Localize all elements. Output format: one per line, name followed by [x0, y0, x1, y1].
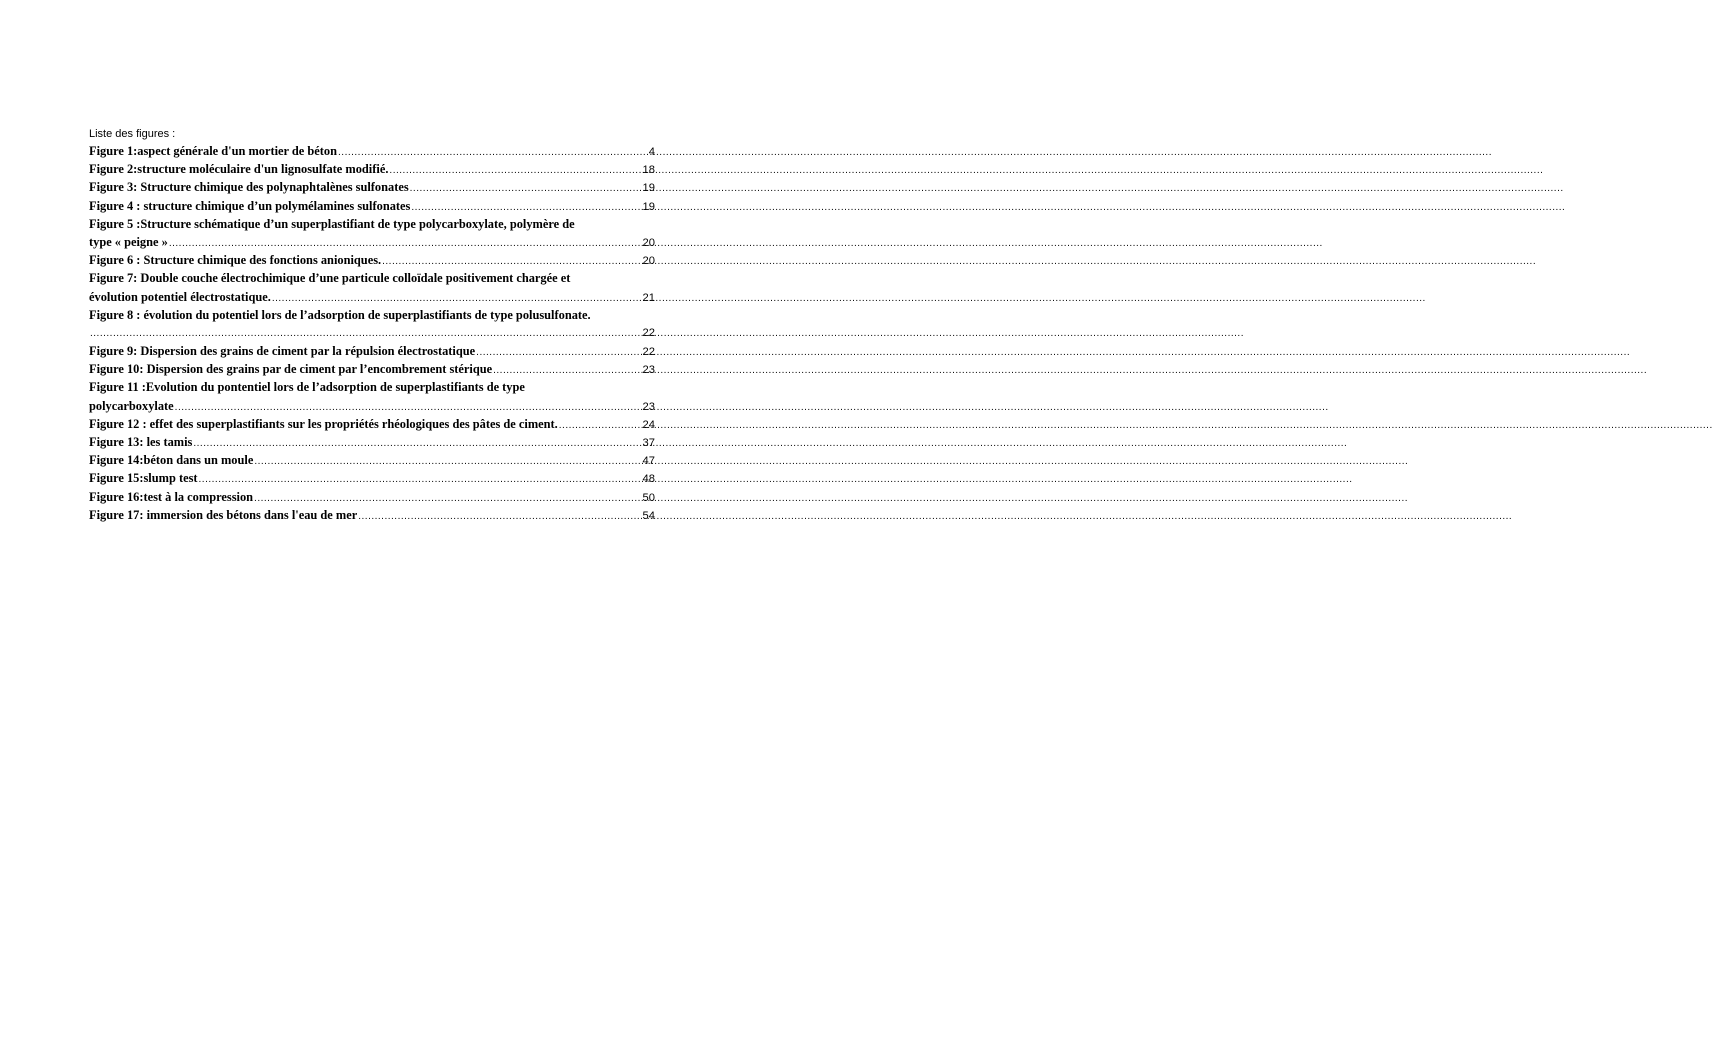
entry-row: [89, 451, 655, 469]
toc-entry[interactable]: [89, 378, 655, 414]
page-number: 23: [642, 364, 655, 377]
entry-title: type « peigne »: [89, 234, 168, 249]
page-number: 4: [648, 146, 655, 158]
toc-entry[interactable]: [89, 160, 655, 178]
entry-row: [89, 488, 655, 506]
page-number: 19: [642, 200, 655, 213]
dot-leader: [253, 453, 642, 471]
entry-row: [89, 397, 655, 415]
page-number: 20: [642, 255, 655, 268]
toc-entry[interactable]: [89, 488, 655, 506]
entry-title: Figure 6 : Structure chimique des fonctions anioniques.: [89, 253, 382, 268]
page-number: 50: [642, 491, 655, 504]
entry-row: [89, 288, 655, 306]
entry-row: [89, 233, 655, 251]
entry-row: [89, 433, 655, 451]
entry-row: [89, 342, 655, 360]
toc-list: [89, 142, 655, 524]
toc-entry[interactable]: [89, 360, 655, 378]
entry-row: [89, 142, 655, 160]
page-number: 24: [642, 418, 655, 431]
dot-leader: [475, 344, 642, 362]
entry-title: Figure 9: Dispersion des grains de ciment par la répulsion électrostatique: [89, 344, 476, 359]
dot-leader: [198, 471, 643, 489]
toc-entry[interactable]: [89, 142, 655, 160]
list-heading: Liste des figures :: [89, 128, 176, 140]
figure-list: [89, 126, 655, 524]
page-number: 37: [642, 437, 655, 449]
entry-title: Figure 13: les tamis: [89, 435, 193, 449]
toc-entry[interactable]: [89, 469, 655, 487]
entry-title: Figure 4 : structure chimique d’un polymélamines sulfonates: [89, 198, 411, 213]
page-number: 19: [642, 182, 655, 195]
entry-title: Figure 1:aspect générale d'un mortier de béton: [89, 144, 338, 158]
entry-title: Figure 15:slump test: [89, 471, 198, 486]
dot-leader: [89, 325, 643, 343]
dot-leader: [409, 180, 643, 198]
page-number: 23: [642, 400, 655, 413]
page-number: 47: [642, 455, 655, 468]
entry-title-line: Figure 8 : évolution du potentiel lors de l’adsorption de superplastifiants de type polusulfonate.: [89, 307, 591, 322]
page-number: 20: [642, 236, 655, 249]
toc-entry[interactable]: [89, 433, 655, 451]
entry-row: [89, 251, 655, 269]
toc-entry[interactable]: [89, 197, 655, 215]
entry-title: Figure 2:structure moléculaire d'un lignosulfate modifié.: [89, 162, 389, 177]
document-page: [0, 0, 745, 1053]
entry-row: [89, 506, 655, 524]
entry-row: [89, 178, 655, 196]
toc-entry[interactable]: [89, 251, 655, 269]
entry-title-line: Figure 5 :Structure schématique d’un superplastifiant de type polycarboxylate, polymère de: [89, 216, 575, 231]
entry-title: Figure 12 : effet des superplastifiants sur les propriétés rhéologiques des pâtes de ciment.: [89, 416, 558, 431]
entry-title-line: Figure 7: Double couche électrochimique d’une particule colloïdale positivement chargée et: [89, 271, 571, 286]
toc-entry[interactable]: [89, 342, 655, 360]
dot-leader: [388, 162, 642, 180]
dot-leader: [357, 508, 642, 526]
dot-leader: [271, 290, 643, 308]
page-number: 22: [642, 326, 655, 339]
entry-row: [89, 360, 655, 378]
toc-entry[interactable]: [89, 178, 655, 196]
entry-row: [89, 197, 655, 215]
page-number: 21: [642, 291, 655, 304]
page-number: 48: [642, 473, 655, 486]
toc-entry[interactable]: [89, 451, 655, 469]
toc-entry[interactable]: [89, 415, 655, 433]
page-number: 22: [642, 346, 655, 359]
page-number: 18: [642, 164, 655, 177]
dot-leader: [192, 435, 642, 453]
entry-row: [89, 469, 655, 487]
entry-row: [89, 160, 655, 178]
entry-title: Figure 3: Structure chimique des polynaphtalènes sulfonates: [89, 180, 409, 195]
entry-title: Figure 14:béton dans un moule: [89, 453, 254, 468]
entry-title: Figure 17: immersion des bétons dans l'eau de mer: [89, 507, 358, 522]
entry-title: Figure 10: Dispersion des grains par de ciment par l’encombrement stérique: [89, 362, 493, 377]
toc-entry[interactable]: [89, 269, 655, 305]
entry-title: évolution potentiel électrostatique.: [89, 289, 271, 304]
entry-row: [89, 324, 655, 342]
page-number: 54: [642, 509, 655, 522]
entry-title: Figure 16:test à la compression: [89, 489, 254, 504]
entry-title: polycarboxylate: [89, 398, 174, 413]
dot-leader: [558, 417, 643, 435]
entry-title-line: Figure 11 :Evolution du pontentiel lors de l’adsorption de superplastifiants de type: [89, 380, 525, 395]
toc-entry[interactable]: [89, 506, 655, 524]
entry-row: [89, 415, 655, 433]
toc-entry[interactable]: [89, 306, 655, 342]
toc-entry[interactable]: [89, 215, 655, 251]
